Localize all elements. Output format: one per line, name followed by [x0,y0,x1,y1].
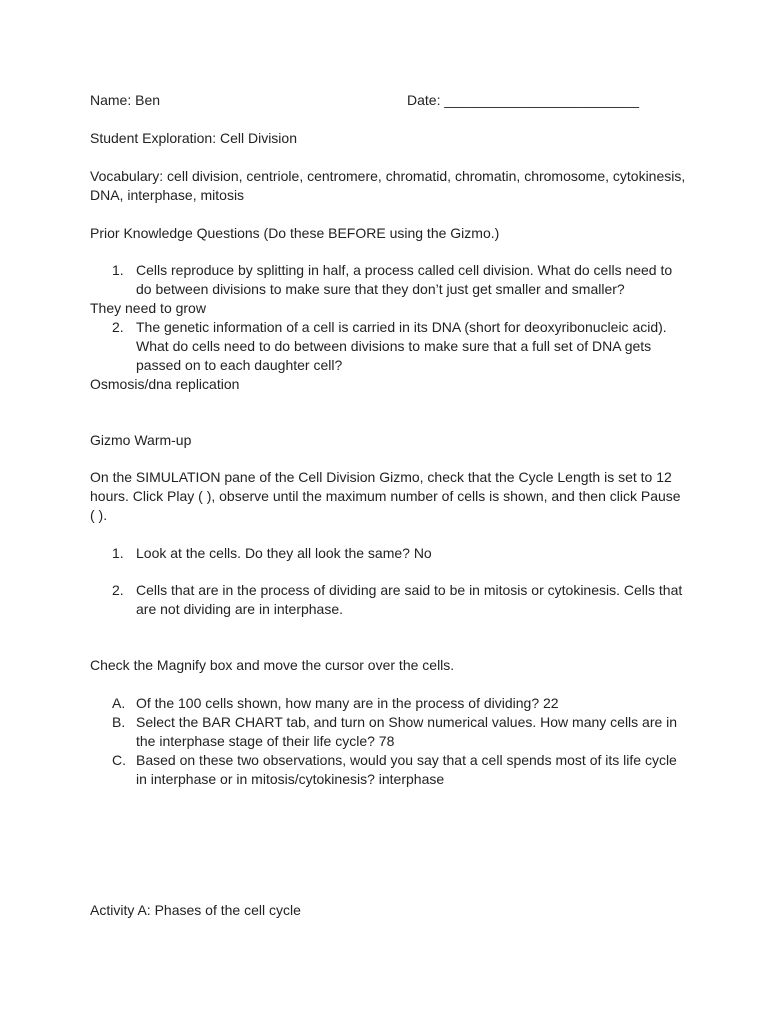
prior-q2-line-2: What do cells need to do between divisions to make sure that a full set of DNA gets [136,338,652,354]
question-number: 2. [112,319,124,335]
question-number: 1. [112,545,124,561]
question-number: 1. [112,262,124,278]
warmup-q2-line-1: Cells that are in the process of dividing are said to be in mitosis or cytokinesis. Cells that [136,582,683,598]
prior-q2-answer: Osmosis/dna replication [90,376,240,392]
warmup-intro-line-1: On the SIMULATION pane of the Cell Division Gizmo, check that the Cycle Length is set to 12 [90,469,672,485]
activity-a-heading: Activity A: Phases of the cell cycle [90,902,301,918]
question-letter: A. [112,695,126,711]
magnify-a-line-1: Of the 100 cells shown, how many are in the process of dividing? 22 [136,695,559,711]
prior-knowledge-heading: Prior Knowledge Questions (Do these BEFORE using the Gizmo.) [90,225,500,241]
question-letter: B. [112,714,126,730]
warmup-intro-line-2: hours. Click Play ( ), observe until the maximum number of cells is shown, and then click Pause [90,488,681,504]
magnify-c-line-2: in interphase or in mitosis/cytokinesis? interphase [136,771,445,787]
date-field: Date: _________________________ [407,92,640,108]
magnify-b-line-2: the interphase stage of their life cycle? 78 [136,733,395,749]
warmup-heading: Gizmo Warm-up [90,432,192,448]
warmup-q2-line-2: are not dividing are in interphase. [136,601,344,617]
page-title: Student Exploration: Cell Division [90,130,297,146]
magnify-instruction: Check the Magnify box and move the cursor over the cells. [90,657,455,673]
prior-q1-answer: They need to grow [90,300,206,316]
magnify-b-line-1: Select the BAR CHART tab, and turn on Show numerical values. How many cells are in [136,714,678,730]
warmup-q1-line-1: Look at the cells. Do they all look the same? No [136,545,432,561]
vocabulary-line-1: Vocabulary: cell division, centriole, centromere, chromatid, chromatin, chromosome, cytokinesis, [90,168,686,184]
prior-q1-line-2: do between divisions to make sure that they don’t just get smaller and smaller? [136,281,625,297]
name-field: Name: Ben [90,92,161,108]
prior-q2-line-3: passed on to each daughter cell? [136,357,343,373]
prior-q2-line-1: The genetic information of a cell is carried in its DNA (short for deoxyribonucleic acid). [136,319,667,335]
question-letter: C. [112,752,126,768]
magnify-c-line-1: Based on these two observations, would you say that a cell spends most of its life cycle [136,752,677,768]
prior-q1-line-1: Cells reproduce by splitting in half, a process called cell division. What do cells need to [136,262,673,278]
vocabulary-line-2: DNA, interphase, mitosis [90,187,245,203]
question-number: 2. [112,582,124,598]
warmup-intro-line-3: ( ). [90,507,108,523]
